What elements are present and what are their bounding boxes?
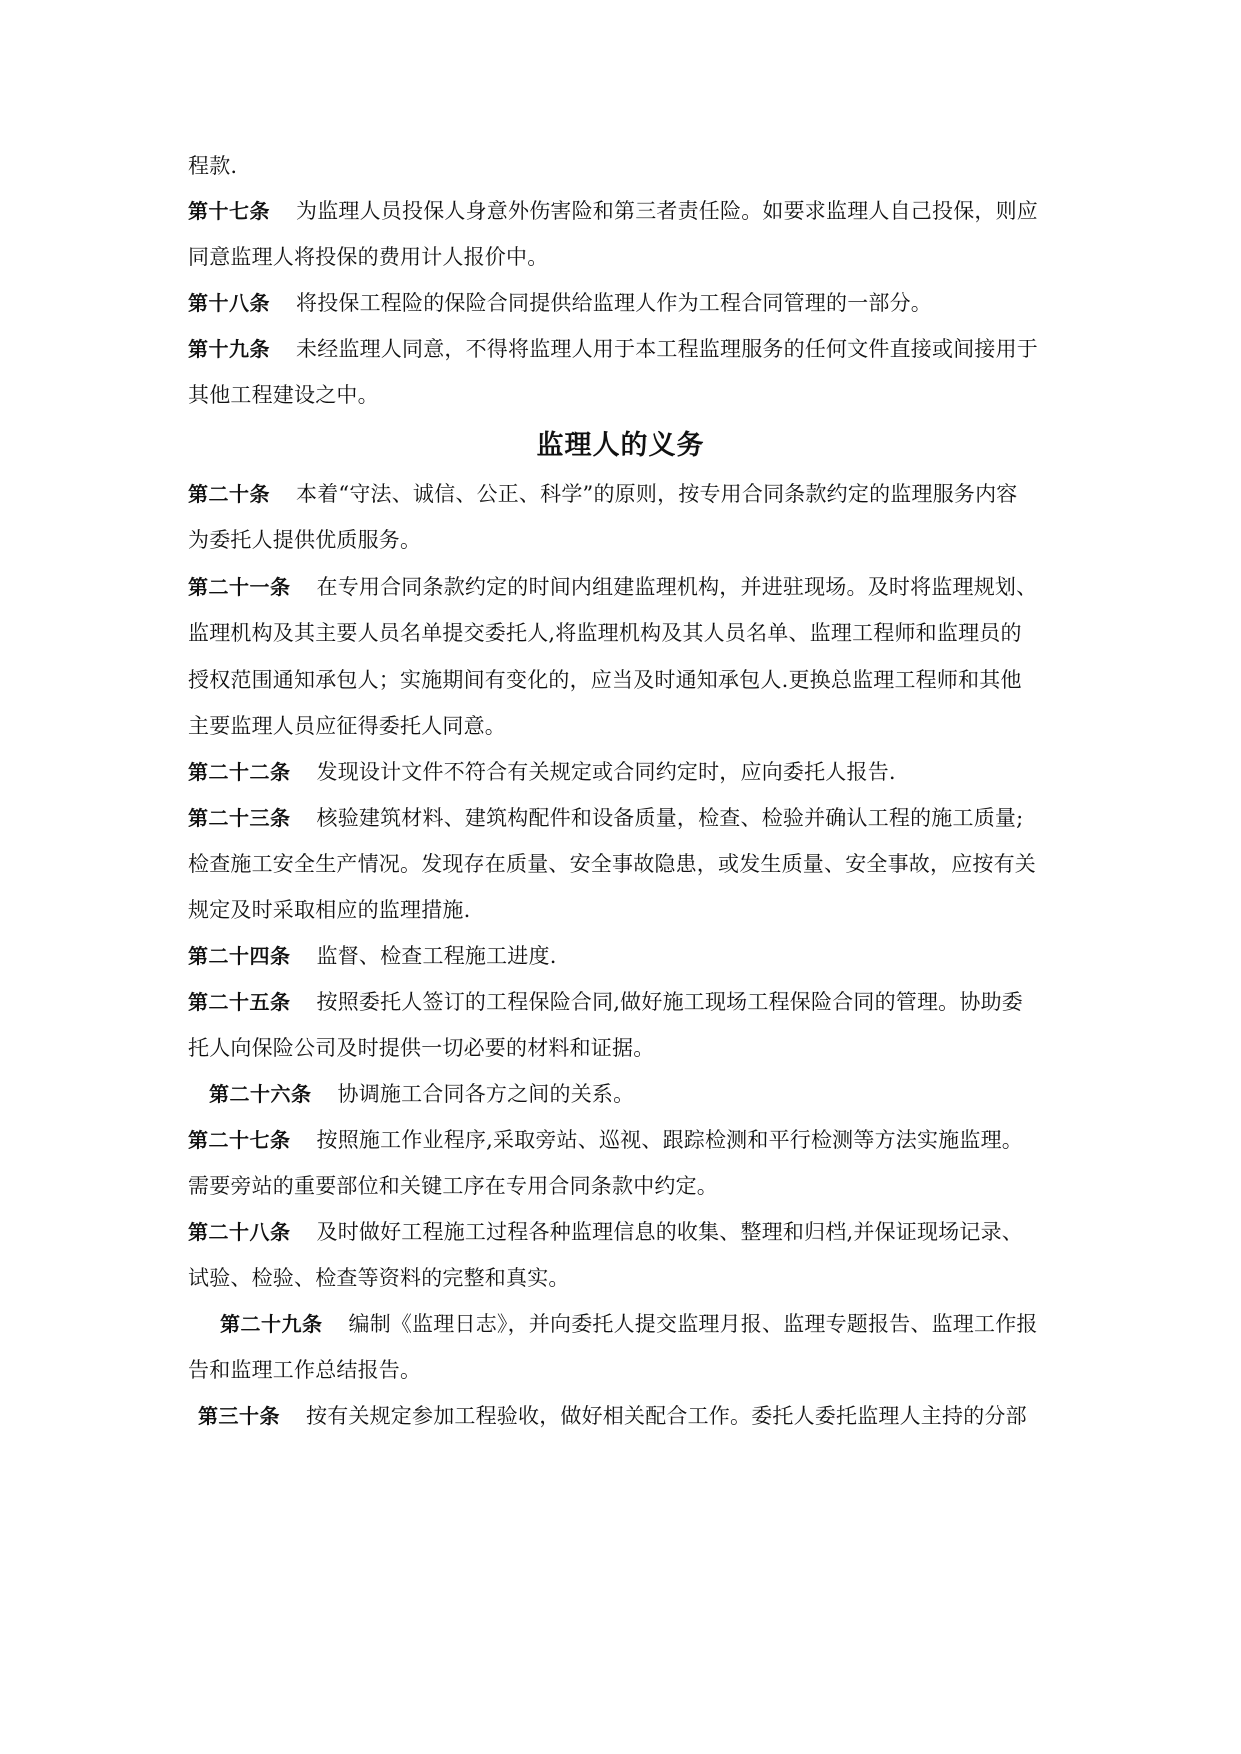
line-text: 试验、检验、检查等资料的完整和真实。 bbox=[188, 1266, 570, 1290]
line-text: 主要监理人员应征得委托人同意。 bbox=[188, 714, 506, 738]
line-text: 及时做好工程施工过程各种监理信息的收集、整理和归档,并保证现场记录、 bbox=[316, 1220, 1023, 1244]
line-text: 编制《监理日志》，并向委托人提交监理月报、监理专题报告、监理工作报 bbox=[348, 1312, 1038, 1336]
article-number: 第十七条 bbox=[188, 199, 270, 223]
article-number: 第二十三条 bbox=[188, 806, 291, 830]
paragraph-line bbox=[188, 618, 1022, 648]
line-text: 告和监理工作总结报告。 bbox=[188, 1358, 422, 1382]
paragraph-line bbox=[188, 242, 548, 272]
article-17 bbox=[188, 196, 1038, 226]
article-20 bbox=[188, 479, 1017, 509]
paragraph-line bbox=[188, 525, 421, 555]
line-text: 监督、检查工程施工进度. bbox=[316, 944, 557, 968]
line-text: 未经监理人同意，不得将监理人用于本工程监理服务的任何文件直接或间接用于 bbox=[296, 337, 1038, 361]
line-text: 发现设计文件不符合有关规定或合同约定时，应向委托人报告. bbox=[316, 760, 896, 784]
article-22 bbox=[188, 757, 896, 787]
article-24 bbox=[188, 941, 557, 971]
article-19 bbox=[188, 334, 1038, 364]
paragraph-line bbox=[188, 1355, 421, 1385]
line-text: 托人向保险公司及时提供一切必要的材料和证据。 bbox=[188, 1036, 655, 1060]
line-text: 需要旁站的重要部位和关键工序在专用合同条款中约定。 bbox=[188, 1174, 718, 1198]
paragraph-line bbox=[188, 849, 1036, 879]
article-27 bbox=[188, 1125, 1023, 1155]
paragraph-line bbox=[188, 665, 1022, 695]
article-number: 第二十条 bbox=[188, 482, 270, 506]
article-number: 第二十九条 bbox=[220, 1312, 323, 1336]
article-number: 第十八条 bbox=[188, 291, 270, 315]
line-text: 授权范围通知承包人；实施期间有变化的，应当及时通知承包人.更换总监理工程师和其他 bbox=[188, 668, 1022, 692]
article-number: 第二十六条 bbox=[209, 1082, 312, 1106]
article-number: 第二十一条 bbox=[188, 575, 291, 599]
article-number: 第二十四条 bbox=[188, 944, 291, 968]
paragraph-line bbox=[188, 151, 237, 181]
line-text: 其他工程建设之中。 bbox=[188, 383, 379, 407]
line-text: 核验建筑材料、建筑构配件和设备质量，检查、检验并确认工程的施工质量; bbox=[316, 806, 1024, 830]
article-number: 第十九条 bbox=[188, 337, 270, 361]
line-text: 协调施工合同各方之间的关系。 bbox=[337, 1082, 635, 1106]
article-21 bbox=[188, 572, 1037, 602]
paragraph-line bbox=[188, 380, 379, 410]
article-26 bbox=[209, 1079, 634, 1109]
line-text: 为委托人提供优质服务。 bbox=[188, 528, 422, 552]
article-number: 第二十二条 bbox=[188, 760, 291, 784]
article-29 bbox=[220, 1309, 1038, 1339]
line-text: 为监理人员投保人身意外伤害险和第三者责任险。如要求监理人自己投保，则应 bbox=[296, 199, 1038, 223]
line-text: 规定及时采取相应的监理措施. bbox=[188, 898, 471, 922]
line-text: 监理机构及其主要人员名单提交委托人,将监理机构及其人员名单、监理工程师和监理员的 bbox=[188, 621, 1022, 645]
article-23 bbox=[188, 803, 1023, 833]
article-25 bbox=[188, 987, 1023, 1017]
article-number: 第二十五条 bbox=[188, 990, 291, 1014]
paragraph-line bbox=[188, 895, 470, 925]
line-text: 按有关规定参加工程验收，做好相关配合工作。委托人委托监理人主持的分部 bbox=[306, 1404, 1027, 1428]
article-number: 第二十八条 bbox=[188, 1220, 291, 1244]
line-text: 按照施工作业程序,采取旁站、巡视、跟踪检测和平行检测等方法实施监理。 bbox=[316, 1128, 1023, 1152]
article-number: 第三十条 bbox=[198, 1404, 280, 1428]
article-number: 第二十七条 bbox=[188, 1128, 291, 1152]
paragraph-line bbox=[188, 1263, 570, 1293]
line-text: 程款. bbox=[188, 154, 238, 178]
line-text: 本着“守法、诚信、公正、科学”的原则，按专用合同条款约定的监理服务内容 bbox=[296, 482, 1018, 506]
section-heading: 监理人的义务 bbox=[536, 430, 705, 461]
line-text: 将投保工程险的保险合同提供给监理人作为工程合同管理的一部分。 bbox=[296, 291, 932, 315]
line-text: 检查施工安全生产情况。发现存在质量、安全事故隐患，或发生质量、安全事故，应按有关 bbox=[188, 852, 1036, 876]
line-text: 在专用合同条款约定的时间内组建监理机构，并进驻现场。及时将监理规划、 bbox=[316, 575, 1038, 599]
line-text: 同意监理人将投保的费用计人报价中。 bbox=[188, 245, 549, 269]
paragraph-line bbox=[188, 1171, 718, 1201]
paragraph-line bbox=[188, 1033, 654, 1063]
line-text: 按照委托人签订的工程保险合同,做好施工现场工程保险合同的管理。协助委 bbox=[316, 990, 1023, 1014]
article-18 bbox=[188, 288, 932, 318]
article-30 bbox=[198, 1401, 1027, 1431]
paragraph-line bbox=[188, 711, 506, 741]
article-28 bbox=[188, 1217, 1023, 1247]
